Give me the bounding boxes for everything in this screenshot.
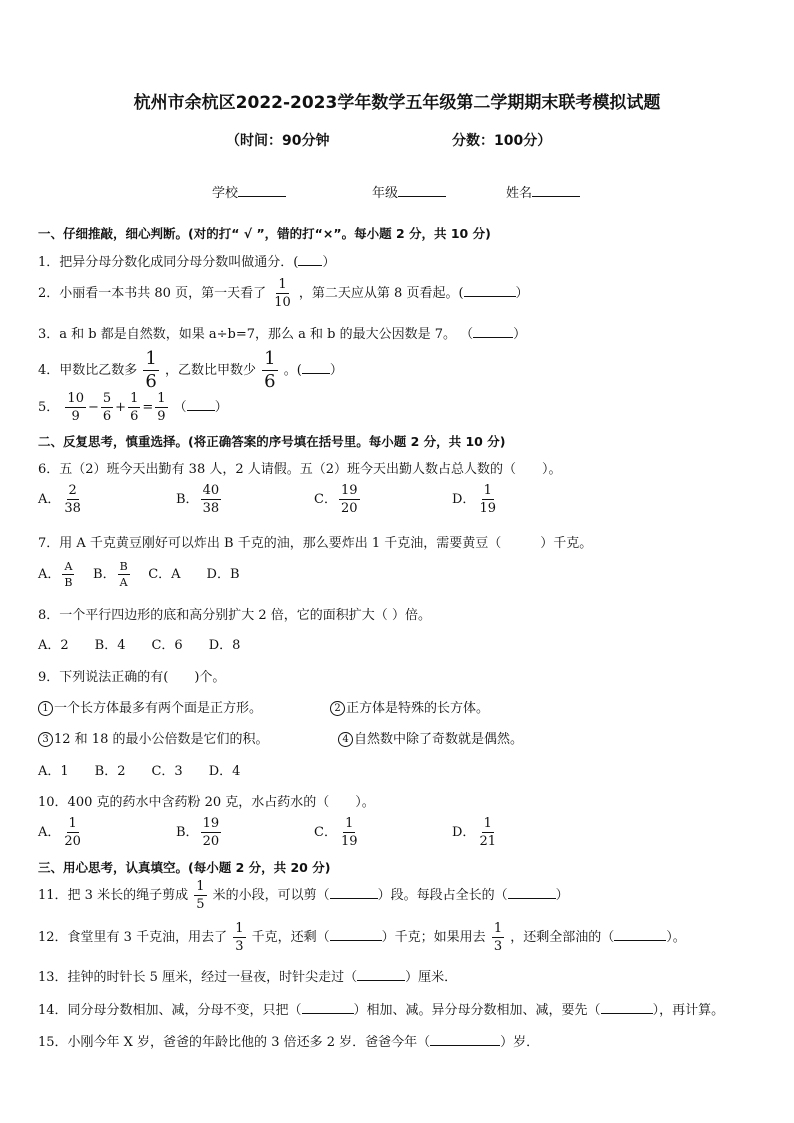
question-8-options[interactable]: A．2 B．4 C．6 D．8 bbox=[38, 638, 241, 653]
answer-blank[interactable] bbox=[330, 928, 382, 941]
section-2-heading: 二、反复思考，慎重选择。(将正确答案的序号填在括号里。每小题 2 分，共 10 分) bbox=[38, 434, 506, 449]
circled-number-4: 4 bbox=[338, 732, 353, 747]
question-5: 5． $\frac{10}{9}$ − $\frac{5}{6}$ + $\frac{1}{6}$ = $\frac{1}{9}$ （ ） bbox=[38, 391, 228, 424]
answer-blank[interactable] bbox=[464, 284, 516, 297]
fraction: $\frac{1}{3}$ bbox=[493, 921, 503, 954]
question-10: 10．400 克的药水中含药粉 20 克，水占药水的（ ）。 bbox=[38, 795, 375, 810]
answer-blank[interactable] bbox=[302, 1001, 354, 1014]
question-14: 14．同分母分数相加、减，分母不变，只把（ ）相加、减。异分母分数相加、减，要先（ ），再计算。 bbox=[38, 1003, 725, 1018]
section-1-heading: 一、仔细推敲，细心判断。(对的打“ √ ”，错的打“×”。每小题 2 分，共 10 分) bbox=[38, 226, 491, 241]
question-11: 11．把 3 米长的绳子剪成 $\frac{1}{5}$ 米的小段，可以剪（ ）段。每段占全长的（ ） bbox=[38, 879, 569, 912]
fraction: $\frac{1}{3}$ bbox=[235, 921, 244, 954]
option-d[interactable]: D． $\frac{1}{19}$ bbox=[452, 483, 496, 516]
fraction: $\frac{1}{9}$ bbox=[157, 391, 166, 424]
question-2: 2．小丽看一本书共 80 页，第一天看了 $\frac{1}{10}$ ，第二天应从第 8 页看起。( ） bbox=[38, 277, 529, 310]
question-7: 7．用 A 千克黄豆刚好可以炸出 B 千克的油，那么要炸出 1 千克油，需要黄豆（ ）千克。 bbox=[38, 536, 593, 551]
grade-field[interactable] bbox=[372, 182, 446, 201]
question-8: 8．一个平行四边形的底和高分别扩大 2 倍，它的面积扩大（ ）倍。 bbox=[38, 608, 431, 623]
exam-score: 分数：100分） bbox=[452, 133, 552, 149]
question-9-options[interactable]: A．1 B．2 C．3 D．4 bbox=[38, 764, 241, 779]
school-label: 学校 bbox=[212, 186, 239, 201]
options-c-d[interactable]: C．A D．B bbox=[148, 567, 240, 582]
answer-blank[interactable] bbox=[298, 253, 322, 266]
statement-4: 4 自然数中除了奇数就是偶然。 bbox=[338, 728, 523, 747]
section-3-heading: 三、用心思考，认真填空。(每小题 2 分，共 20 分) bbox=[38, 860, 331, 875]
answer-blank[interactable] bbox=[302, 361, 330, 374]
answer-blank[interactable] bbox=[357, 968, 405, 981]
name-field[interactable] bbox=[506, 182, 580, 201]
grade-label: 年级 bbox=[372, 186, 399, 201]
answer-blank[interactable] bbox=[614, 928, 666, 941]
fraction: $\frac{1}{6}$ bbox=[145, 348, 157, 392]
question-6: 6．五（2）班今天出勤有 38 人，2 人请假。五（2）班今天出勤人数占总人数的（ ）。 bbox=[38, 462, 562, 477]
fraction: $\frac{1}{10}$ bbox=[274, 277, 291, 310]
question-13: 13．挂钟的时针长 5 厘米，经过一昼夜，时针尖走过（ ）厘米． bbox=[38, 970, 458, 985]
answer-blank[interactable] bbox=[187, 398, 215, 411]
school-field[interactable] bbox=[212, 182, 286, 201]
option-b[interactable]: B． $\frac{40}{38}$ bbox=[176, 483, 220, 516]
fraction: $\frac{1}{6}$ bbox=[264, 348, 276, 392]
circled-number-2: 2 bbox=[330, 701, 345, 716]
option-b[interactable]: B． $\frac{B}{A}$ bbox=[93, 560, 128, 589]
question-1: 1．把异分母分数化成同分母分数叫做通分．( ） bbox=[38, 255, 336, 270]
question-9: 9．下列说法正确的有( )个。 bbox=[38, 670, 226, 685]
answer-blank[interactable] bbox=[601, 1001, 653, 1014]
page-title: 杭州市余杭区2022-2023学年数学五年级第二学期期末联考模拟试题 bbox=[133, 93, 661, 113]
answer-blank[interactable] bbox=[430, 1033, 500, 1046]
statement-2: 2 正方体是特殊的长方体。 bbox=[330, 697, 489, 716]
exam-time: （时间：90分钟 bbox=[226, 133, 330, 149]
option-b[interactable]: B． $\frac{19}{20}$ bbox=[176, 816, 220, 849]
circled-number-1: 1 bbox=[38, 701, 53, 716]
question-7-options bbox=[38, 561, 240, 588]
statement-3: 3 12 和 18 的最小公倍数是它们的积。 bbox=[38, 728, 268, 747]
option-c[interactable]: C． $\frac{19}{20}$ bbox=[314, 483, 358, 516]
circled-number-3: 3 bbox=[38, 732, 53, 747]
option-d[interactable]: D． $\frac{1}{21}$ bbox=[452, 816, 496, 849]
fraction: $\frac{1}{5}$ bbox=[196, 879, 205, 912]
question-12: 12．食堂里有 3 千克油，用去了 $\frac{1}{3}$ 千克，还剩（ ）千克；如果用去 $\frac{1}{3}$ ，还剩全部油的（ ）。 bbox=[38, 921, 686, 954]
answer-blank[interactable] bbox=[330, 886, 378, 899]
fraction: $\frac{5}{6}$ bbox=[102, 391, 112, 424]
option-c[interactable]: C． $\frac{1}{19}$ bbox=[314, 816, 358, 849]
question-4: 4．甲数比乙数多 $\frac{1}{6}$ ，乙数比甲数少 $\frac{1}{6}$ 。( ） bbox=[38, 348, 343, 392]
question-3: 3．a 和 b 都是自然数，如果 a÷b=7，那么 a 和 b 的最大公因数是 7。 （ ） bbox=[38, 327, 527, 342]
answer-blank[interactable] bbox=[508, 886, 556, 899]
fraction: $\frac{1}{6}$ bbox=[130, 391, 139, 424]
option-a[interactable]: A． $\frac{2}{38}$ bbox=[38, 483, 81, 516]
option-a[interactable]: A． $\frac{1}{20}$ bbox=[38, 816, 81, 849]
option-a[interactable]: A． $\frac{A}{B}$ bbox=[38, 560, 73, 589]
answer-blank[interactable] bbox=[473, 325, 513, 338]
name-label: 姓名 bbox=[506, 186, 533, 201]
question-15: 15．小刚今年 X 岁，爸爸的年龄比他的 3 倍还多 2 岁．爸爸今年（ ）岁． bbox=[38, 1035, 540, 1050]
fraction: $\frac{10}{9}$ bbox=[67, 391, 84, 424]
statement-1: 1 一个长方体最多有两个面是正方形。 bbox=[38, 697, 262, 716]
